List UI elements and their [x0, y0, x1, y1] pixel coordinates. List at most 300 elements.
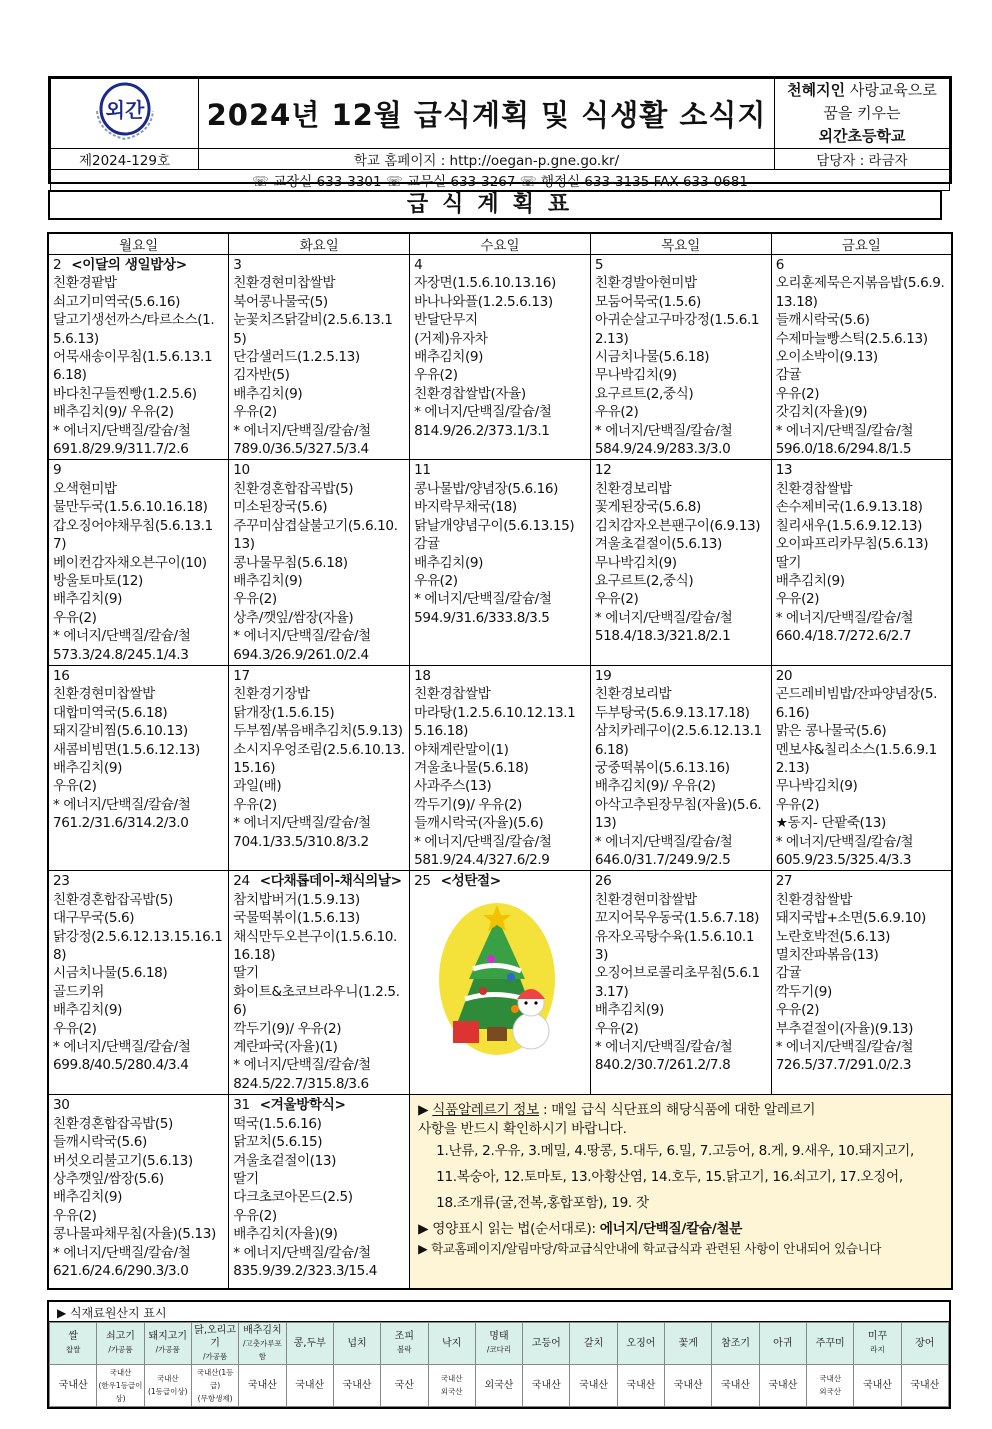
- menu-item: 과일(배): [233, 778, 282, 795]
- day-cell: [590, 460, 771, 665]
- origin-country: 국내산: [626, 1379, 656, 1391]
- menu-item: 감귤: [775, 965, 802, 982]
- menu-item: * 에너지/단백질/칼슘/철: [594, 422, 733, 439]
- origin-country: 국내산: [819, 1374, 842, 1384]
- menu-item: 704.1/33.5/310.8/3.2: [233, 833, 369, 850]
- menu-item: 518.4/18.3/321.8/2.1: [594, 628, 731, 645]
- origin-value: [475, 1364, 522, 1406]
- menu-item: 꽃게된장국(5.6.8): [594, 499, 701, 516]
- menu-item: 단감샐러드(1.2.5.13): [233, 349, 360, 366]
- special-day-label: <이달의 생일밥상>: [71, 257, 187, 273]
- ingredient-name: 닭,오리고기: [194, 1324, 236, 1349]
- origin-value: [50, 1364, 97, 1406]
- menu-item: 배추김치(9): [775, 572, 845, 589]
- day-number: 30: [53, 1097, 70, 1114]
- origin-value: [712, 1364, 759, 1406]
- menu-item: 닭날개양념구이(5.6.13.15): [414, 517, 575, 534]
- origin-value: [617, 1364, 664, 1406]
- ingredient-name: 미꾸: [867, 1331, 888, 1343]
- menu-item: 멘보샤&칠리소스(1.5.6.9.12.13): [775, 741, 937, 776]
- menu-item: 야채계란말이(1): [414, 741, 509, 758]
- allergen-list: 18.조개류(굴,전복,홍합포함), 19. 잣: [436, 1195, 649, 1212]
- menu-item: 노란호박전(5.6.13): [775, 928, 890, 945]
- origin-detail: (무항생제): [197, 1393, 233, 1403]
- ingredient-sub: /가공품: [155, 1345, 180, 1355]
- menu-item: * 에너지/단백질/칼슘/철: [775, 833, 914, 850]
- menu-item: 들깨시락국(자율)(5.6): [414, 815, 544, 832]
- menu-item: * 에너지/단백질/칼슘/철: [594, 609, 733, 626]
- day-number: 26: [594, 873, 612, 890]
- menu-item: * 에너지/단백질/칼슘/철: [233, 815, 371, 832]
- ingredient-name: 주꾸미: [815, 1337, 845, 1349]
- menu-item: 오징어브로콜리초무침(5.6.13.17): [594, 965, 760, 1000]
- plan-title: 급식계획표: [48, 190, 942, 220]
- menu-item: * 에너지/단백질/칼슘/철: [594, 1039, 733, 1056]
- day-header: [595, 256, 767, 274]
- origin-detail: 외국산: [819, 1387, 842, 1397]
- menu-item: 칠리새우(1.5.6.9.12.13): [775, 517, 923, 534]
- menu-item: 콩나물무침(5.6.18): [233, 554, 348, 571]
- day-cell: [590, 871, 771, 1095]
- menu-item: 694.3/26.9/261.0/2.4: [233, 646, 369, 663]
- weekday-header: 금요일: [771, 233, 952, 255]
- menu-item: 들깨시락국(5.6): [53, 1134, 147, 1151]
- menu-item: 594.9/31.6/333.8/3.5: [414, 609, 550, 626]
- menu-item: 621.6/24.6/290.3/3.0: [53, 1262, 189, 1279]
- origin-country: 국내산: [531, 1379, 561, 1391]
- ingredient-sub: /가공품: [202, 1351, 228, 1361]
- menu-item: 계란파국(자율)(1): [233, 1039, 338, 1056]
- menu-item: 789.0/36.5/327.5/3.4: [233, 441, 369, 458]
- menu-item: 친환경팥밥: [53, 275, 117, 292]
- origin-ingredient: [712, 1322, 759, 1364]
- menu-item: 무나박김치(9): [775, 778, 858, 795]
- day-number: 5: [594, 257, 604, 273]
- menu-item: 우유(2): [775, 1002, 820, 1019]
- day-cell: [229, 255, 410, 460]
- menu-item: * 에너지/단백질/칼슘/철: [414, 833, 552, 850]
- menu-item: 우유(2): [594, 404, 639, 421]
- origin-value: [144, 1364, 191, 1406]
- origin-country: 국내산: [295, 1379, 325, 1391]
- menu-item: 새콤비빔면(1.5.6.12.13): [53, 741, 200, 758]
- menu-item: 떡국(1.5.6.16): [233, 1115, 322, 1132]
- menu-item: 삼치카레구이(2.5.6.12.13.16.18): [594, 723, 762, 758]
- day-header: [233, 667, 405, 685]
- menu-item: 아삭고추된장무침(자율)(5.6.13): [594, 796, 762, 832]
- origin-country: 국내산: [768, 1379, 798, 1391]
- origin-country: 국내산: [910, 1379, 940, 1391]
- origin-ingredient: [523, 1322, 570, 1364]
- menu-item: 눈꽃치즈닭갈비(2.5.6.13.15): [233, 312, 393, 347]
- day-number: 18: [414, 667, 431, 684]
- menu-item: 참치밥버거(1.5.9.13): [233, 891, 360, 908]
- day-header: [233, 461, 405, 479]
- school-logo: [51, 79, 199, 149]
- menu-item: 우유(2): [414, 367, 458, 384]
- day-cell: [48, 255, 229, 460]
- origin-detail: 외국산: [440, 1387, 463, 1397]
- origin-country: 국내산: [342, 1379, 372, 1391]
- menu-item: * 에너지/단백질/칼슘/철: [53, 628, 191, 645]
- ingredient-name: 콩,두부: [293, 1337, 326, 1349]
- menu-item: 요구르트(2,중식): [594, 572, 694, 589]
- menu-item: 딸기: [233, 1170, 259, 1187]
- day-number: 9: [53, 462, 62, 479]
- school-name: 외간초등학교: [818, 127, 906, 145]
- menu-item: 두부탕국(5.6.9.13.17.18): [594, 704, 750, 721]
- day-number: 6: [775, 257, 784, 273]
- menu-item: 주꾸미삼겹살불고기(5.6.10.13): [233, 517, 398, 553]
- menu-item: 835.9/39.2/323.3/15.4: [233, 1262, 378, 1279]
- menu-item: 친환경보리밥: [594, 480, 672, 497]
- allergy-text: : 매일 급식 식단표의 해당식품에 대한 알레르기: [538, 1102, 816, 1119]
- ingredient-name: 쌀: [68, 1331, 78, 1343]
- day-header: [233, 872, 405, 890]
- menu-item: 814.9/26.2/373.1/3.1: [414, 422, 550, 439]
- origin-country: 국내산: [109, 1367, 132, 1377]
- menu-item: 바나나와플(1.2.5.6.13): [414, 293, 553, 310]
- menu-item: 우유(2): [775, 796, 820, 813]
- menu-item: 닭꼬치(5.6.15): [233, 1134, 323, 1151]
- origin-value: [381, 1364, 428, 1406]
- day-number: 31: [233, 1097, 250, 1114]
- menu-item: 친환경찹쌀밥: [775, 480, 853, 497]
- menu-item: 친환경발아현미밥: [594, 275, 697, 292]
- contacts: ☏ 교장실 633-3301 ☏ 교무실 633-3267 ☏ 행정실 633-3135 FAX 633-0681: [51, 170, 950, 191]
- menu-item: 사과주스(13): [414, 778, 492, 795]
- day-number: 24: [233, 873, 250, 890]
- origin-value: [523, 1364, 570, 1406]
- menu-item: 닭개장(1.5.6.15): [233, 704, 335, 721]
- menu-item: 소시지우엉조림(2.5.6.10.13.15.16): [233, 741, 405, 776]
- day-cell: [410, 255, 591, 460]
- ingredient-name: 고등어: [531, 1337, 561, 1349]
- day-header: [414, 667, 586, 685]
- day-cell: [48, 1095, 229, 1289]
- day-header: [414, 256, 586, 274]
- menu-item: 겨울초겉절이(13): [233, 1152, 336, 1169]
- ingredient-name: 장어: [915, 1337, 935, 1349]
- day-header: [776, 872, 947, 890]
- special-day-label: <겨울방학식>: [259, 1097, 346, 1114]
- day-number: 27: [775, 873, 793, 890]
- day-cell: [229, 871, 410, 1095]
- origin-ingredient: [50, 1322, 97, 1364]
- day-cell: [590, 665, 771, 870]
- menu-item: 배추김치(자율)(9): [233, 1226, 338, 1243]
- ingredient-sub: /고춧가루포함: [243, 1338, 282, 1361]
- menu-item: * 에너지/단백질/칼슘/철: [233, 1244, 371, 1261]
- origin-value: [854, 1364, 901, 1406]
- menu-item: 오이소박이(9.13): [775, 349, 878, 366]
- day-header: [595, 667, 767, 685]
- origin-table: [47, 1300, 951, 1409]
- menu-item: 궁중떡볶이(5.6.13.16): [594, 759, 730, 776]
- menu-item: 겨울초겉절이(5.6.13): [594, 536, 722, 553]
- menu-item: 유자오곡탕수육(1.5.6.10.13): [594, 928, 755, 964]
- ingredient-name: 참조기: [721, 1337, 751, 1349]
- menu-item: 배추김치(9): [594, 1002, 664, 1019]
- ingredient-name: 아귀: [773, 1337, 793, 1349]
- day-cell: [229, 460, 410, 665]
- menu-item: 닭강정(2.5.6.12.13.15.16.18): [53, 928, 223, 964]
- menu-item: 친환경혼합잡곡밥(5): [53, 891, 173, 908]
- day-header: [414, 461, 586, 479]
- menu-item: 친환경찹쌀밥: [414, 686, 491, 703]
- menu-item: 반달단무지: [414, 312, 478, 329]
- menu-item: 갑오징어야채무침(5.6.13.17): [53, 517, 213, 553]
- origin-ingredient: [239, 1322, 286, 1364]
- ingredient-name: 쇠고기: [105, 1331, 135, 1343]
- day-cell: [771, 665, 952, 870]
- menu-item: 어묵새송이무침(1.5.6.13.16.18): [53, 349, 213, 384]
- day-cell: [48, 460, 229, 665]
- day-header: [233, 256, 405, 274]
- day-header: [53, 256, 224, 274]
- day-header: [53, 1096, 224, 1114]
- menu-item: 배추김치(9): [53, 1189, 122, 1206]
- menu-item: 대합미역국(5.6.18): [53, 704, 168, 721]
- allergy-text2: 사항을 반드시 확인하시기 바랍니다.: [418, 1120, 627, 1137]
- menu-item: 바지락무채국(18): [414, 499, 517, 516]
- content-flow: [47, 232, 953, 1429]
- menu-item: 우유(2): [775, 591, 820, 608]
- menu-item: 맑은 콩나물국(5.6): [775, 723, 887, 740]
- day-number: 19: [594, 667, 612, 684]
- menu-item: 베이컨감자채오븐구이(10): [53, 554, 207, 571]
- day-cell: [229, 665, 410, 870]
- origin-country: 외국산: [484, 1379, 514, 1391]
- menu-item: * 에너지/단백질/칼슘/철: [594, 833, 733, 850]
- origin-ingredient: [759, 1322, 806, 1364]
- menu-item: * 에너지/단백질/칼슘/철: [53, 1039, 191, 1056]
- menu-item: 824.5/22.7/315.8/3.6: [233, 1075, 369, 1092]
- origin-value: [286, 1364, 333, 1406]
- menu-item: * 에너지/단백질/칼슘/철: [233, 1057, 371, 1074]
- menu-item: 699.8/40.5/280.4/3.4: [53, 1057, 189, 1074]
- day-cell: [410, 665, 591, 870]
- ingredient-name: 갈치: [583, 1337, 604, 1349]
- origin-ingredient: [617, 1322, 664, 1364]
- menu-item: 친환경혼합잡곡밥(5): [53, 1115, 173, 1132]
- menu-item: 쇠고기미역국(5.6.16): [53, 293, 181, 310]
- menu-item: 김자반(5): [233, 367, 290, 384]
- menu-item: 친환경찹쌀밥: [775, 891, 853, 908]
- homepage-link[interactable]: 학교 홈페이지 : http://oegan-p.gne.go.kr/: [199, 149, 775, 170]
- week-row: [48, 460, 952, 665]
- day-header: [776, 256, 947, 274]
- ingredient-name: 넙치: [347, 1337, 367, 1349]
- ingredient-name: 낙지: [441, 1337, 462, 1349]
- menu-item: 우유(2): [53, 778, 97, 795]
- day-number: 25: [414, 873, 431, 890]
- menu-item: 방울토마토(12): [53, 572, 143, 589]
- menu-item: 우유(2): [53, 1020, 97, 1037]
- menu-item: 친환경기장밥: [233, 686, 310, 703]
- menu-item: 손수제비국(1.6.9.13.18): [775, 499, 923, 516]
- menu-item: (거제)유자차: [414, 330, 488, 347]
- menu-item: 무나박김치(9): [594, 367, 677, 384]
- day-header: [776, 667, 947, 685]
- week-row: [48, 871, 952, 1095]
- day-number: 16: [53, 667, 70, 684]
- origin-country: 국내산: [673, 1379, 703, 1391]
- menu-item: 우유(2): [594, 1020, 639, 1037]
- menu-item: 대구무국(5.6): [53, 910, 135, 927]
- day-cell: [48, 665, 229, 870]
- day-cell: [410, 871, 591, 1095]
- menu-item: * 에너지/단백질/칼슘/철: [233, 422, 371, 439]
- menu-item: 마라탕(1.2.5.6.10.12.13.15.16.18): [414, 704, 576, 740]
- menu-item: 딸기: [233, 965, 259, 982]
- day-cell: [771, 255, 952, 460]
- weekday-header: 목요일: [590, 233, 771, 255]
- motto-rest: 사랑교육으로: [845, 81, 937, 99]
- menu-item: 자장면(1.5.6.10.13.16): [414, 275, 556, 292]
- origin-value: [901, 1364, 948, 1406]
- menu-item: * 에너지/단백질/칼슘/철: [414, 591, 552, 608]
- menu-item: 573.3/24.8/245.1/4.3: [53, 646, 189, 663]
- origin-ingredient: [97, 1322, 144, 1364]
- menu-item: 배추김치(9)/ 우유(2): [594, 778, 716, 795]
- svg-text:외간: 외간: [105, 97, 144, 122]
- menu-item: 깍두기(9)/ 우유(2): [414, 796, 522, 813]
- menu-item: 친환경찹쌀밥(자율): [414, 385, 526, 402]
- menu-item: 친환경보리밥: [594, 686, 672, 703]
- menu-item: 무나박김치(9): [594, 554, 677, 571]
- nutrition-order: 에너지/단백질/칼슘/철분: [599, 1221, 743, 1238]
- newsletter-header: [48, 76, 952, 190]
- menu-item: 딸기: [775, 554, 802, 571]
- menu-item: 멸치잔파볶음(13): [775, 947, 879, 964]
- origin-detail: (한우1등급이상): [98, 1380, 143, 1403]
- motto-line2: 꿈을 키우는: [823, 104, 901, 122]
- origin-ingredient: [854, 1322, 901, 1364]
- special-day-label: <성탄절>: [440, 873, 501, 890]
- day-number: 3: [233, 257, 242, 273]
- origin-country: 국산: [394, 1379, 414, 1391]
- menu-item: 상추/깻잎/쌈장(자율): [233, 609, 354, 626]
- origin-country: 국내산: [579, 1379, 609, 1391]
- school-motto: [775, 79, 950, 149]
- menu-item: 오리훈제묵은지볶음밥(5.6.9.13.18): [775, 275, 945, 310]
- menu-item: 북어콩나물국(5): [233, 293, 328, 310]
- menu-item: 605.9/23.5/325.4/3.3: [775, 852, 912, 868]
- origin-value: [428, 1364, 475, 1406]
- menu-item: * 에너지/단백질/칼슘/철: [414, 404, 552, 421]
- ingredient-name: 명태: [489, 1331, 509, 1343]
- menu-item: 646.0/31.7/249.9/2.5: [594, 852, 731, 868]
- origin-country: 국내산: [440, 1374, 463, 1384]
- ingredient-sub: 찹쌀: [65, 1345, 81, 1355]
- menu-item: 다크초코아몬드(2.5): [233, 1189, 353, 1206]
- menu-item: 채식만두오븐구이(1.5.6.10.16.18): [233, 928, 397, 964]
- homepage-notice: 학교홈페이지/알림마당/학교급식안내에 학교급식과 관련된 사항이 안내되어 있습니다: [431, 1240, 882, 1256]
- menu-item: 콩나물밥/양념장(5.6.16): [414, 480, 559, 497]
- menu-item: 국물떡볶이(1.5.6.13): [233, 910, 360, 927]
- newsletter-title: 2024년 12월 급식계획 및 식생활 소식지: [199, 79, 775, 149]
- christmas-tree-illustration: [425, 899, 575, 1059]
- menu-item: 우유(2): [233, 796, 277, 813]
- day-number: 23: [53, 873, 70, 890]
- day-cell: [229, 1095, 410, 1289]
- origin-detail: (1등급이상): [147, 1387, 188, 1397]
- menu-item: 배추김치(9): [233, 572, 303, 589]
- menu-item: 우유(2): [53, 609, 97, 626]
- origin-country: 국내산: [247, 1379, 277, 1391]
- motto-bold: 천혜지인: [787, 81, 846, 99]
- menu-item: 우유(2): [414, 572, 458, 589]
- weekday-header: 월요일: [48, 233, 229, 255]
- menu-item: 배추김치(9): [233, 385, 303, 402]
- day-header: [595, 872, 767, 890]
- day-number: 17: [233, 667, 250, 684]
- allergy-info-box: ▶ 식품알레르기 정보 : 매일 급식 식단표의 해당식품에 대한 알레르기 사항을 반드시 확인하시기 바랍니다. 1.난류, 2.우유, 3.메밀, 4.땅콩, 5.대두, 6.밀, 7.고등어, 8.게, 9.새우, 10.돼지고기, 11.복숭아, 12.토마토, 13.아황산염, 14.호두, 15.닭고기, 16.쇠고기, 17.오징어, 18.조개류(굴,전복,홍합포함), 19. 잣 ▶ 영양표시 읽는 법(순서대로): 에너지/단백질/칼슘/철분 ▶ 학교홈페이지/알림마당/학교급식안내에 학교급식과 관련된 사항이 안내되어 있습니다: [410, 1095, 952, 1289]
- origin-value: [665, 1364, 712, 1406]
- origin-value: [759, 1364, 806, 1406]
- special-day-label: <다채롭데이-채식의날>: [259, 873, 402, 890]
- origin-value: [239, 1364, 286, 1406]
- ingredient-sub: /가공품: [108, 1345, 133, 1355]
- origin-ingredient: [570, 1322, 617, 1364]
- ingredient-name: 돼지고기: [148, 1331, 188, 1343]
- menu-item: 840.2/30.7/261.2/7.8: [594, 1057, 731, 1074]
- allergen-list: 11.복숭아, 12.토마토, 13.아황산염, 14.호두, 15.닭고기, 16.쇠고기, 17.오징어,: [436, 1169, 903, 1186]
- menu-item: 돼지국밥+소면(5.6.9.10): [775, 910, 926, 927]
- day-header: [776, 461, 947, 479]
- day-number: 20: [775, 667, 793, 684]
- day-header: [414, 872, 586, 890]
- menu-item: 모둠어묵국(1.5.6): [594, 293, 701, 310]
- origin-ingredient: [428, 1322, 475, 1364]
- day-number: 11: [414, 462, 431, 479]
- menu-item: * 에너지/단백질/칼슘/철: [233, 628, 371, 645]
- menu-item: 660.4/18.7/272.6/2.7: [775, 628, 912, 645]
- menu-item: * 에너지/단백질/칼슘/철: [53, 422, 191, 439]
- origin-ingredient: [144, 1322, 191, 1364]
- menu-item: 우유(2): [233, 591, 277, 608]
- ingredient-name: 배추김치: [243, 1324, 282, 1336]
- origin-value: [807, 1364, 854, 1406]
- menu-item: 배추김치(9)/ 우유(2): [53, 404, 174, 421]
- menu-item: 감귤: [775, 367, 802, 384]
- day-cell: [410, 460, 591, 665]
- menu-item: 친환경현미찹쌀밥: [53, 686, 155, 703]
- menu-item: 겨울초나물(5.6.18): [414, 759, 529, 776]
- origin-ingredient: [333, 1322, 380, 1364]
- menu-item: 깍두기(9): [775, 983, 832, 1000]
- menu-item: 오이파프리카무침(5.6.13): [775, 536, 929, 553]
- weekday-header: 화요일: [229, 233, 410, 255]
- origin-value: [97, 1364, 144, 1406]
- menu-item: 시금치나물(5.6.18): [594, 349, 710, 366]
- weekday-header: 수요일: [410, 233, 591, 255]
- menu-item: * 에너지/단백질/칼슘/철: [775, 1039, 914, 1056]
- menu-item: 갓김치(자율)(9): [775, 404, 868, 421]
- menu-item: 우유(2): [594, 591, 639, 608]
- menu-item: 우유(2): [233, 1207, 277, 1224]
- menu-item: 596.0/18.6/294.8/1.5: [775, 441, 912, 458]
- day-cell: [771, 460, 952, 665]
- day-header: [53, 667, 224, 685]
- menu-item: * 에너지/단백질/칼슘/철: [775, 609, 914, 626]
- day-number: 10: [233, 462, 250, 479]
- menu-item: 761.2/31.6/314.2/3.0: [53, 815, 189, 832]
- menu-item: 581.9/24.4/327.6/2.9: [414, 852, 550, 868]
- ingredient-sub: 볼락: [397, 1345, 412, 1355]
- ingredient-sub: 라지: [870, 1345, 885, 1355]
